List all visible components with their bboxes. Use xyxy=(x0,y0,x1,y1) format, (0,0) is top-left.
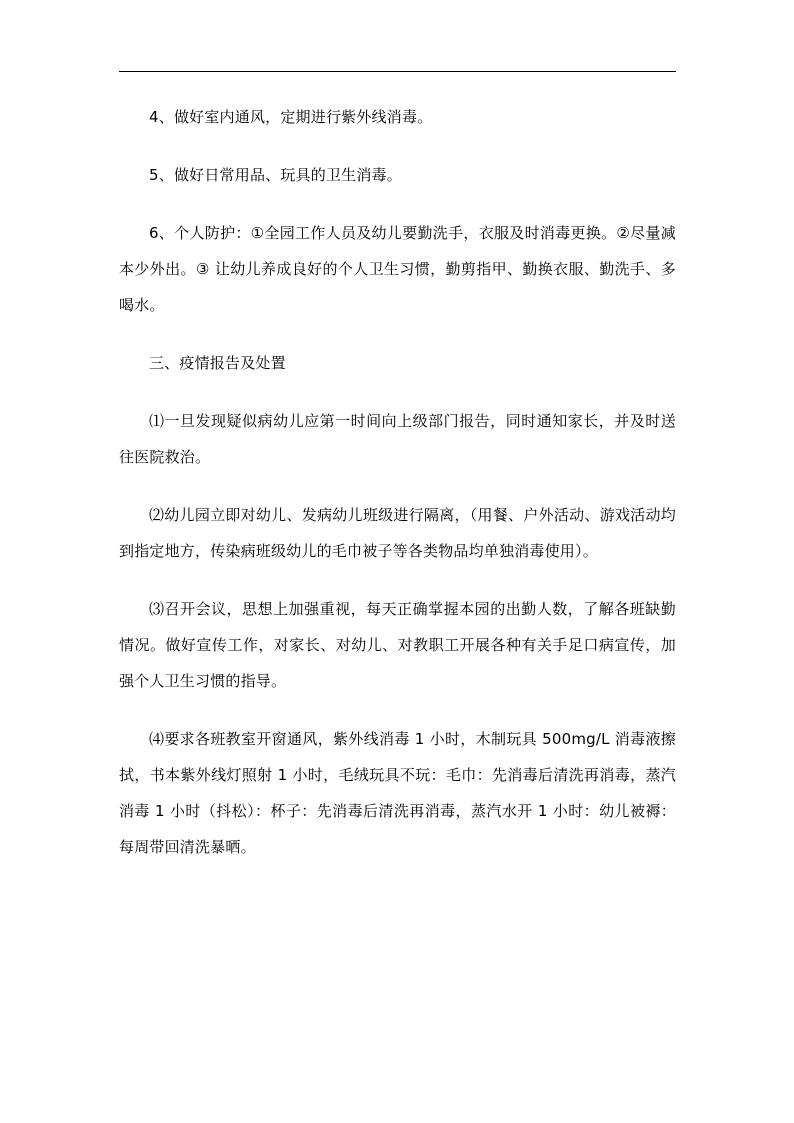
paragraph-report-4: ⑷要求各班教室开窗通风，紫外线消毒 1 小时，木制玩具 500mg/L 消毒液擦拭，书本紫外线灯照射 1 小时，毛绒玩具不玩：毛巾：先消毒后清洗再消毒，蒸汽消毒 1 小时（抖松）：杯子：先消毒后清洗再消毒，蒸汽水开 1 小时：幼儿被褥：每周带回清洗暴晒。 xyxy=(119,730,676,856)
paragraph-report-3: ⑶召开会议，思想上加强重视，每天正确掌握本园的出勤人数，了解各班缺勤情况。做好宣传工作，对家长、对幼儿、对教职工开展各种有关手足口病宣传，加强个人卫生习惯的指导。 xyxy=(119,600,676,690)
paragraph-item-6: 6、个人防护：①全园工作人员及幼儿要勤洗手，衣服及时消毒更换。②尽量减本少外出。③ 让幼儿养成良好的个人卫生习惯，勤剪指甲、勤换衣服、勤洗手、多喝水。 xyxy=(119,224,676,314)
paragraph-report-2: ⑵幼儿园立即对幼儿、发病幼儿班级进行隔离，（用餐、户外活动、游戏活动均到指定地方，传染病班级幼儿的毛巾被子等各类物品均单独消毒使用）。 xyxy=(119,506,676,560)
paragraph-item-4: 4、做好室内通风，定期进行紫外线消毒。 xyxy=(149,108,433,126)
paragraph-report-1: ⑴一旦发现疑似病幼儿应第一时间向上级部门报告，同时通知家长，并及时送往医院救治。 xyxy=(119,412,676,466)
paragraph-item-5: 5、做好日常用品、玩具的卫生消毒。 xyxy=(149,166,402,184)
document-body xyxy=(119,99,676,887)
header-rule xyxy=(119,71,676,72)
section-heading: 三、疫情报告及处置 xyxy=(149,354,286,372)
